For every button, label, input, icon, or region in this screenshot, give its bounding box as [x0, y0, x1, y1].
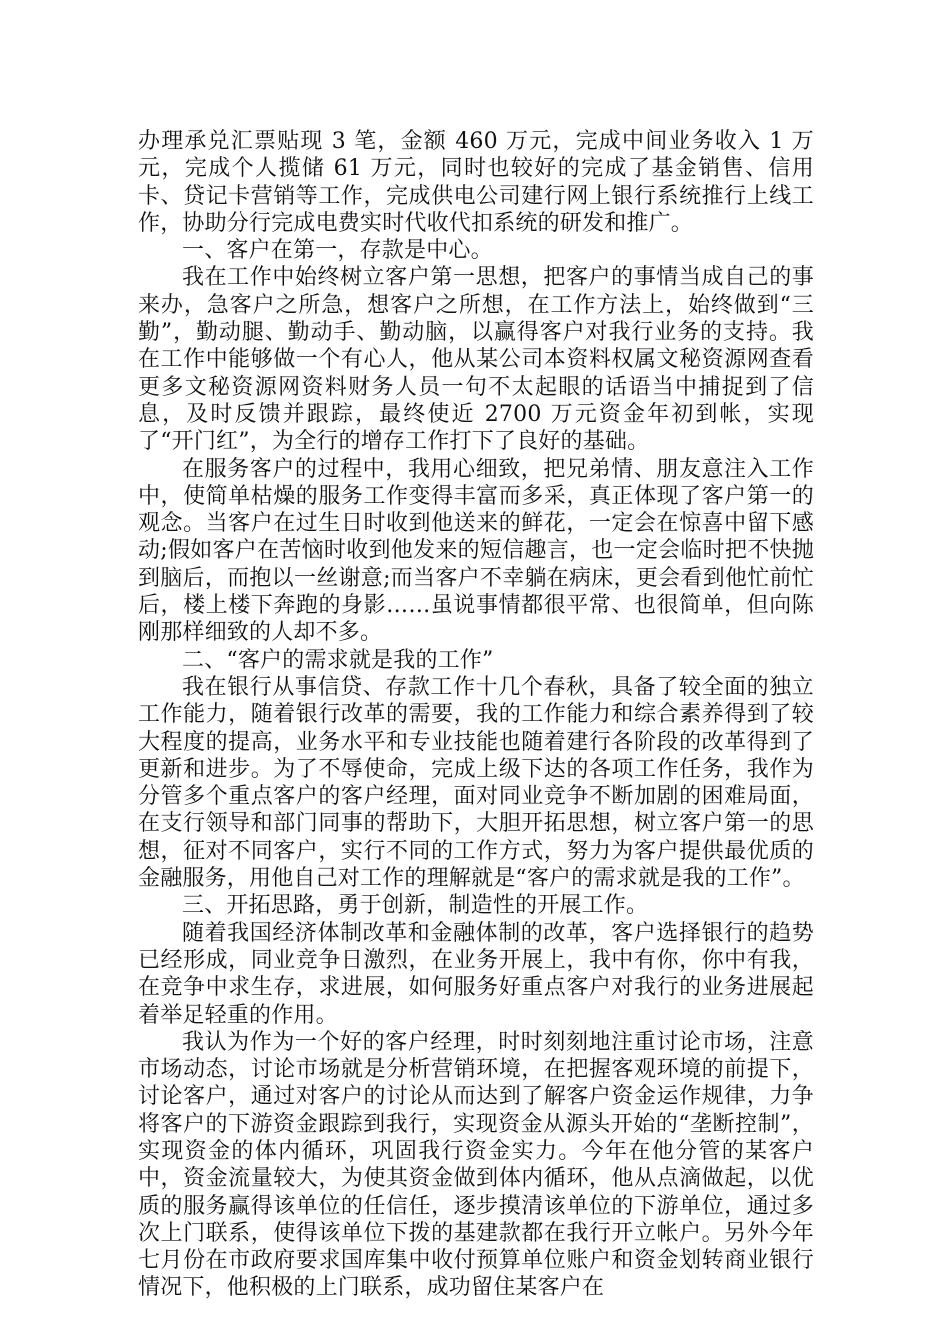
paragraph-service-detail: 在服务客户的过程中，我用心细致，把兄弟情、朋友意注入工作中，使简单枯燥的服务工作变得丰富而多采，真正体现了客户第一的观念。当客户在过生日时收到他送来的鲜花，一定会在惊喜中留下感动;假如客户在苦恼时收到他发来的短信趣言，也一定会临时把不快抛到脑后，而抱以一丝谢意;而当客户不幸躺在病床，更会看到他忙前忙后，楼上楼下奔跑的身影……虽说事情都很平常、也很简单，但向陈刚那样细致的人却不多。: [138, 456, 814, 646]
section-heading-2: 二、“客户的需求就是我的工作”: [182, 647, 494, 673]
section-heading-1: 一、客户在第一，存款是中心。: [182, 238, 493, 264]
paragraph-intro: 办理承兑汇票贴现 3 笔，金额 460 万元，完成中间业务收入 1 万元，完成个人揽储 61 万元，同时也较好的完成了基金销售、信用卡、贷记卡营销等工作，完成供电公司建行网上银行系统推行上线工作，协助分行完成电费实时代收代扣系统的研发和推广。: [138, 129, 814, 236]
document-body: [138, 128, 814, 1302]
paragraph-work-experience: 我在银行从事信贷、存款工作十几个春秋，具备了较全面的独立工作能力，随着银行改革的需要，我的工作能力和综合素养得到了较大程度的提高，业务水平和专业技能也随着建行各阶段的改革得到了更新和进步。为了不辱使命，完成上级下达的各项工作任务，我作为分管多个重点客户的客户经理，面对同业竞争不断加剧的困难局面，在支行领导和部门同事的帮助下，大胆开拓思想，树立客户第一的思想，征对不同客户，实行不同的工作方式，努力为客户提供最优质的金融服务，用他自己对工作的理解就是“客户的需求就是我的工作”。: [138, 674, 814, 892]
paragraph-market-research: 我认为作为一个好的客户经理，时时刻刻地注重讨论市场，注意市场动态，讨论市场就是分析营销环境，在把握客观环境的前提下，讨论客户，通过对客户的讨论从而达到了解客户资金运作规律，力争将客户的下游资金跟踪到我行，实现资金从源头开始的“垄断控制”，实现资金的体内循环，巩固我行资金实力。今年在他分管的某客户中，资金流量较大，为使其资金做到体内循环，他从点滴做起，以优质的服务赢得该单位的任信任，逐步摸清该单位的下游单位，通过多次上门联系，使得该单位下拨的基建款都在我行开立帐户。另外今年七月份在市政府要求国库集中收付预算单位账户和资金划转商业银行情况下，他积极的上门联系，成功留住某客户在: [138, 1029, 814, 1301]
paragraph-reform: 随着我国经济体制改革和金融体制的改革，客户选择银行的趋势已经形成，同业竞争日激烈，在业务开展上，我中有你，你中有我，在竞争中求生存，求进展，如何服务好重点客户对我行的业务进展起着举足轻重的作用。: [138, 920, 814, 1028]
paragraph-customer-first: 我在工作中始终树立客户第一思想，把客户的事情当成自己的事来办，急客户之所急，想客户之所想，在工作方法上，始终做到“三勤”，勤动腿、勤动手、勤动脑，以赢得客户对我行业务的支持。我在工作中能够做一个有心人，他从某公司本资料权属文秘资源网查看更多文秘资源网资料财务人员一句不太起眼的话语当中捕捉到了信息，及时反馈并跟踪，最终使近 2700 万元资金年初到帐，实现了“开门红”，为全行的增存工作打下了良好的基础。: [138, 265, 814, 455]
section-heading-3: 三、开拓思路，勇于创新，制造性的开展工作。: [182, 893, 649, 919]
